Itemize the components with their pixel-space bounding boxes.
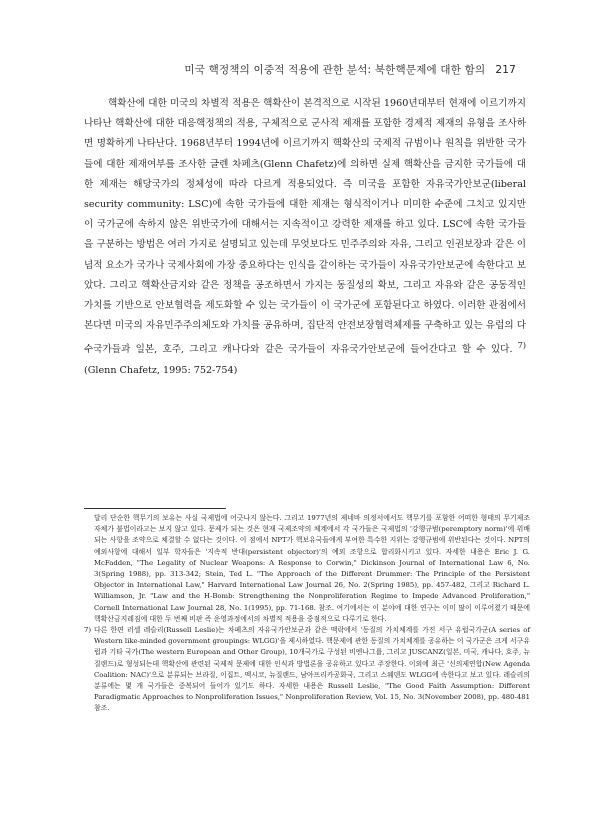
page-number: 217 [495,64,516,76]
footnotes [84,513,530,715]
running-title: 미국 핵정책의 이중적 적용에 관한 분석: 북한핵문제에 대한 함의 [184,64,486,76]
footnote-marker-7: 7) [517,341,526,351]
body-paragraph-text: 핵확산에 대한 미국의 차별적 적용은 핵확산이 본격적으로 시작된 1960년대부터 현재에 이르기까지 나타난 핵확산에 대한 대응핵정책의 적용, 구체적으로 군사적 제재를 포함한 경제적 제재의 유형을 조사하면 명확하게 나타난다. 1968년부터 1994년에 이르기까지 핵확산의 국제적 규범이나 원칙을 위반한 국가들에 대한 제재여부를 조사한 글렌 차페츠(Glenn Chafetz)에 의하면 실제 핵확산을 금지한 국가들에 대한 제재는 해당국가의 정체성에 따라 다르게 적용되었다. 즉 미국을 포함한 자유국가안보군(liberal security community: LSC)에 속한 국가들에 대한 제재는 형식적이거나 미미한 수준에 그치고 있지만 이 국가군에 속하지 않은 위반국가에 대해서는 지속적이고 강력한 제재를 하고 있다. LSC에 속한 국가들을 구분하는 방법은 여러 가지로 설명되고 있는데 무엇보다도 민주주의와 자유, 그리고 인권보장과 같은 이념적 요소가 국가나 국제사회에 가장 중요하다는 인식을 같이하는 국가들이 자유국가안보군에 속한다고 보았다. 그리고 핵확산금지와 같은 정책을 공조하면서 가지는 동질성의 확보, 그리고 자유와 같은 공동적인 가치를 기반으로 안보협력을 제도화할 수 있는 국가들이 이 국가군에 포함된다고 하였다. 이러한 관점에서 본다면 미국의 자유민주주의체도와 가치를 공유하며, 집단적 안전보장협력체제를 구축하고 있는 유럽의 다수국가들과 일본, 호주, 그리고 캐나다와 같은 국가들이 자유국가안보군에 들어간다고 할 수 있다. [84,98,526,356]
footnote-continuation: 달리 단순한 핵무기의 보유는 사실 국제법에 어긋나지 않는다. 그리고 1977년의 제네바 의정서에서도 핵무기를 포함한 어떠한 형태의 무기제조 자체가 불법이라고는 보지 않고 있다. 문제가 되는 것은 현재 국제조약의 체계에서 각 국가들은 국제법의 '강행규범(peremptory norm)'에 위배되는 사항을 조약으로 체결할 수 없다는 것이다. 이 점에서 NPT가 핵보유국들에게 부여한 특수한 지위는 강행규범에 위반된다는 것이다. NPT의 예외사항에 대해서 일부 학자들은 '지속적 반대(persistent objector)'의 예외 조항으로 합리화시키고 있다. 자세한 내용은 Eric J. G. McFadden, "The Legality of Nuclear Weapons: A Response to Corwin," Dickinson Journal of International Law 6, No. 3(Spring 1988), pp. 313-342; Stein, Ted L. "The Approach of the Different Drummer: The Principle of the Persistent Objector in International Law," Harvard International Law Journal 26, No. 2(Spring 1985), pp. 457-482, 그리고 Richard L. Williamson, Jr. "Law and the H-Bomb: Strengthening the Nonproliferation Regime to Impede Advanced Proliferation," Cornell International Law Journal 28, No. 1(1995), pp. 71-168. 참조. 여기에서는 이 분야에 대한 연구는 이미 많이 이루어졌기 때문에 핵확산금지레짐에 대한 두 번째 비판 즉 운영과정에서의 차별적 적용을 중점적으로 다루기로 한다. [94,514,530,623]
footnote-7-marker: 7) [84,626,92,635]
running-header [184,62,516,77]
footnote-divider [84,508,226,509]
citation: (Glenn Chafetz, 1995: 752-754) [84,364,238,376]
footnote-7-text: 다른 한편 러셀 레슬리(Russell Leslie)는 차페츠의 자유국가안보군과 같은 맥락에서 '동질의 가치체계를 가진 서구 유럽국가군(A series of Western like-minded government groupings: WLGG)'을 제시하였다. 핵문제에 관한 동질의 가치체계를 공유하는 이 국가군은 크게 서구유럽과 기타 국가(The western European and Other Group), 10개국가로 구성된 비엔나그룹, 그리고 JUSCANZ(일본, 미국, 캐나다, 호주, 뉴질랜드)로 형성되는데 핵확산에 관련된 국제적 문제에 대한 인식과 방법론을 공유하고 있다고 주장한다. 이외에 최근 '신의제연합(New Agenda Coalition: NAC)'으로 분류되는 브라질, 이집트, 멕시코, 뉴질랜드, 남아프리카공화국, 그리고 스웨덴도 WLGG에 속한다고 보고 있다. 레슬리의 분류에는 몇 개 국가들은 중복되어 들어가 있기도 하다. 자세한 내용은 Russell Leslie, "The Good Faith Assumption: Different Paradigmatic Approaches to Nonproliferation Issues," Nonproliferation Review, Vol. 15, No. 3(November 2008), pp. 480-481 참조. [94,626,530,713]
body-paragraph [84,94,526,381]
footnote-7 [84,625,530,715]
